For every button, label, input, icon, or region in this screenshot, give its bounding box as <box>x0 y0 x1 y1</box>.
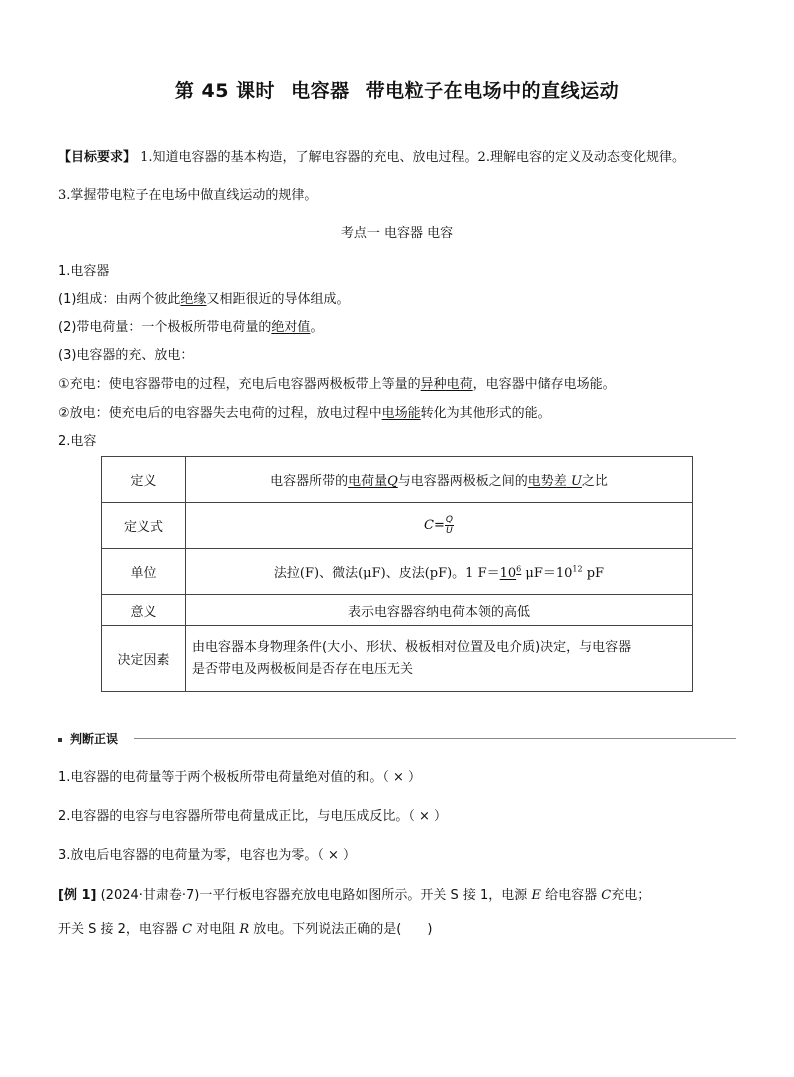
example-label: [例 1] <box>58 888 97 903</box>
table-key: 意义 <box>102 595 186 626</box>
capacitor-charging: ①充电：使电容器带电的过程，充电后电容器两极板带上等量的异种电荷，电容器中储存电场能。 <box>58 377 616 392</box>
table-value: 电容器所带的电荷量Q与电容器两极板之间的电势差 U之比 <box>186 457 693 503</box>
judge-item-2: 2.电容器的电容与电容器所带电荷量成正比，与电压成反比。（ × ） <box>58 809 448 824</box>
capacitor-discharging: ②放电：使充电后的电容器失去电荷的过程，放电过程中电场能转化为其他形式的能。 <box>58 406 551 421</box>
capacitance-table <box>101 456 693 692</box>
table-value: 法拉(F)、微法(μF)、皮法(pF)。1 $F=10^6$ $\mu F=10^{12}$ pF <box>186 549 693 595</box>
section-heading: 考点一 电容器 电容 <box>340 226 454 241</box>
table-key: 决定因素 <box>102 626 186 692</box>
example-line-2: 开关 S 接 2，电容器 C 对电阻 R 放电。下列说法正确的是( ) <box>58 922 433 937</box>
table-row <box>102 503 693 549</box>
objectives-label: 【目标要求】 <box>58 150 137 165</box>
divider-rule <box>134 738 736 739</box>
capacitor-composition: (1)组成：由两个彼此绝缘又相距很近的导体组成。 <box>58 292 350 307</box>
page-title: 第 45 课时 电容器 带电粒子在电场中的直线运动 <box>174 80 620 102</box>
table-key: 定义 <box>102 457 186 503</box>
capacitance-heading: 2.电容 <box>58 434 97 449</box>
objectives-line-1: 【目标要求】 1.知道电容器的基本构造，了解电容器的充电、放电过程。2.理解电容的定义及动态变化规律。 <box>58 150 685 165</box>
table-key: 单位 <box>102 549 186 595</box>
table-row <box>102 595 693 626</box>
square-bullet-icon <box>58 738 62 742</box>
table-value: 表示电容器容纳电荷本领的高低 <box>186 595 693 626</box>
judge-item-3: 3.放电后电容器的电荷量为零，电容也为零。（ × ） <box>58 848 357 863</box>
table-key: 定义式 <box>102 503 186 549</box>
formula-fraction: $\frac{Q}{U}$ <box>445 515 453 536</box>
table-row <box>102 549 693 595</box>
capacitor-charge-discharge: (3)电容器的充、放电： <box>58 348 194 363</box>
table-value: C= $\frac{Q}{U}$ <box>186 503 693 549</box>
table-row <box>102 626 693 692</box>
table-value: 由电容器本身物理条件(大小、形状、极板相对位置及电介质)决定，与电容器 是否带电及两极板间是否存在电压无关 <box>186 626 693 692</box>
judge-divider <box>58 730 736 746</box>
capacitor-charge-quantity: (2)带电荷量：一个极板所带电荷量的绝对值。 <box>58 320 324 335</box>
table-row <box>102 457 693 503</box>
judge-item-1: 1.电容器的电荷量等于两个极板所带电荷量绝对值的和。（ × ） <box>58 770 422 785</box>
example-line-1: [例 1] (2024·甘肃卷·7)一平行板电容器充放电电路如图所示。开关 S 接 1，电源 E 给电容器 C充电； <box>58 888 651 903</box>
objectives-line-2: 3.掌握带电粒子在电场中做直线运动的规律。 <box>58 188 318 203</box>
judge-label: 判断正误 <box>58 730 118 747</box>
capacitor-heading: 1.电容器 <box>58 264 110 279</box>
